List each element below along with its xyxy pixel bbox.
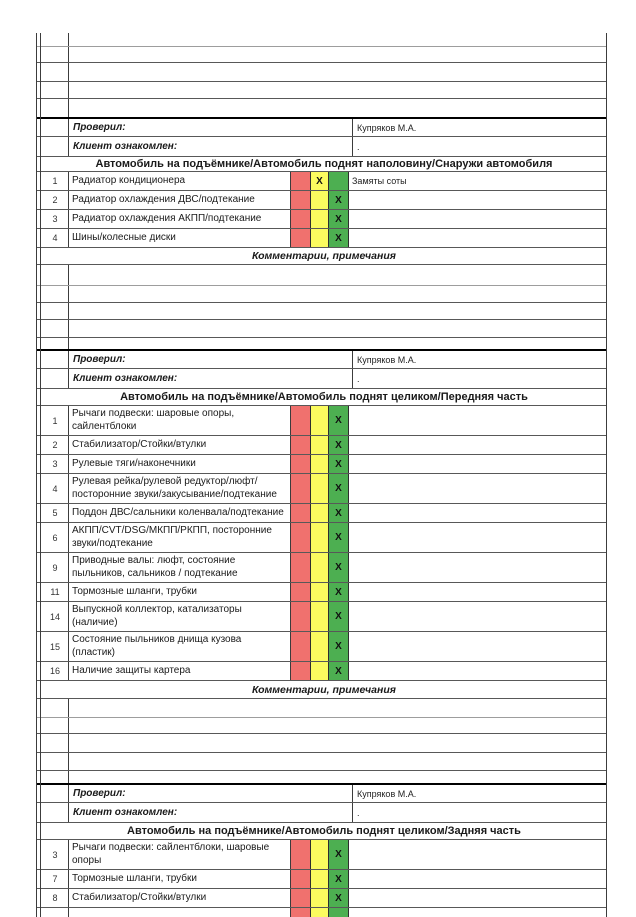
item-description: Выпускной коллектор, катализаторы (наличие) (69, 602, 291, 631)
empty-row (37, 338, 606, 350)
client-ack-label: Клиент ознакомлен: (69, 369, 353, 388)
status-cell-yellow (311, 229, 329, 247)
status-cell-yellow (311, 583, 329, 601)
row-number-cell (42, 137, 69, 156)
status-mark: X (335, 439, 342, 451)
empty-row (37, 63, 606, 82)
status-cell-green (329, 602, 349, 631)
status-mark: X (335, 532, 342, 543)
item-description: Радиатор охлаждения ДВС/подтекание (69, 191, 291, 209)
client-ack-row (37, 803, 606, 823)
empty-row (37, 47, 606, 63)
client-ack-row (37, 369, 606, 389)
item-note (349, 602, 606, 631)
empty-content-cell (69, 286, 606, 302)
item-number: 4 (42, 474, 69, 503)
status-cell-green (329, 523, 349, 552)
item-number: 5 (42, 504, 69, 522)
empty-row (37, 734, 606, 753)
client-ack-value: . (357, 141, 360, 152)
item-description: Тормозные шланги, трубки (69, 870, 291, 888)
inspector-row (37, 349, 606, 369)
status-mark: X (316, 175, 323, 187)
item-note (349, 553, 606, 582)
status-mark: X (335, 562, 342, 573)
inspection-item-row (37, 406, 606, 436)
inspection-item-row (37, 632, 606, 662)
item-description: Стабилизатор/Стойки/втулки (69, 436, 291, 454)
status-cell-green (329, 210, 349, 228)
item-description: Поддон ДВС/сальники коленвала/подтекание (69, 504, 291, 522)
empty-row (37, 265, 606, 286)
client-ack-label: Клиент ознакомлен: (69, 803, 353, 822)
row-number-cell (42, 351, 69, 368)
status-cell-red (291, 523, 311, 552)
item-note (349, 191, 606, 209)
inspection-item-row (37, 455, 606, 474)
section-header-row (37, 823, 606, 840)
item-note (349, 210, 606, 228)
inspection-item-row (37, 602, 606, 632)
empty-number-cell (42, 771, 69, 783)
item-number: 3 (42, 840, 69, 869)
item-note (349, 474, 606, 503)
status-cell-red (291, 632, 311, 661)
status-cell-yellow (311, 455, 329, 473)
empty-row (37, 699, 606, 718)
status-cell-red (291, 210, 311, 228)
item-number: 4 (42, 229, 69, 247)
item-note (349, 870, 606, 888)
empty-content-cell (69, 82, 606, 98)
empty-number-cell (42, 286, 69, 302)
inspection-item-row (37, 474, 606, 504)
item-number: 8 (42, 889, 69, 907)
item-description (69, 908, 291, 917)
inspector-label: Проверил: (69, 785, 353, 802)
status-cell-red (291, 504, 311, 522)
status-mark: X (335, 194, 342, 206)
inspection-item-row (37, 523, 606, 553)
item-note (349, 889, 606, 907)
empty-row (37, 771, 606, 784)
status-cell-red (291, 455, 311, 473)
status-cell-red (291, 191, 311, 209)
inspection-item-row (37, 504, 606, 523)
inspector-row (37, 783, 606, 803)
status-cell-green (329, 406, 349, 435)
empty-number-cell (42, 338, 69, 349)
inspection-item-row (37, 191, 606, 210)
status-mark: X (335, 415, 342, 426)
status-cell-red (291, 583, 311, 601)
empty-row (37, 82, 606, 99)
status-cell-yellow (311, 908, 329, 917)
comments-title: Комментарии, примечания (252, 250, 396, 262)
empty-number-cell (42, 699, 69, 717)
item-number: 2 (42, 191, 69, 209)
comments-header-row (37, 248, 606, 265)
item-number: 11 (42, 583, 69, 601)
status-mark: X (335, 507, 342, 519)
status-mark: X (335, 641, 342, 652)
empty-row (37, 320, 606, 338)
status-mark: X (335, 665, 342, 677)
row-number-cell (42, 803, 69, 822)
item-number: 3 (42, 455, 69, 473)
client-ack-label: Клиент ознакомлен: (69, 137, 353, 156)
inspection-item-row (37, 172, 606, 191)
inspection-item-row (37, 662, 606, 681)
status-cell-red (291, 870, 311, 888)
item-description: Стабилизатор/Стойки/втулки (69, 889, 291, 907)
inspector-name: Купряков М.А. (357, 354, 417, 365)
inspection-item-row (37, 870, 606, 889)
status-cell-green (329, 889, 349, 907)
status-cell-green (329, 840, 349, 869)
empty-content-cell (69, 718, 606, 733)
status-cell-red (291, 229, 311, 247)
inspector-name: Купряков М.А. (357, 788, 417, 799)
item-description: Состояние пыльников днища кузова (пластик) (69, 632, 291, 661)
item-note (349, 406, 606, 435)
section-header-row (37, 389, 606, 406)
status-cell-green (329, 908, 349, 917)
section-title: Автомобиль на подъёмнике/Автомобиль поднят наполовину/Снаружи автомобиля (95, 158, 553, 170)
item-number (42, 908, 69, 917)
status-mark: X (335, 213, 342, 225)
inspector-name: Купряков М.А. (357, 122, 417, 133)
section-header-row (37, 157, 606, 172)
item-number: 2 (42, 436, 69, 454)
status-cell-yellow (311, 889, 329, 907)
status-cell-yellow (311, 436, 329, 454)
inspector-label: Проверил: (69, 351, 353, 368)
item-note (349, 504, 606, 522)
status-cell-yellow (311, 172, 329, 190)
inspection-item-row (37, 229, 606, 248)
status-cell-red (291, 662, 311, 680)
status-cell-red (291, 553, 311, 582)
status-cell-yellow (311, 474, 329, 503)
status-mark: X (335, 892, 342, 904)
inspection-item-row (37, 840, 606, 870)
empty-content-cell (69, 338, 606, 349)
status-cell-red (291, 172, 311, 190)
item-note (349, 840, 606, 869)
item-description: Тормозные шланги, трубки (69, 583, 291, 601)
empty-content-cell (69, 63, 606, 81)
status-cell-red (291, 474, 311, 503)
status-cell-yellow (311, 406, 329, 435)
item-number: 3 (42, 210, 69, 228)
row-number-cell (42, 369, 69, 388)
status-mark: X (335, 873, 342, 885)
item-description: Рулевая рейка/рулевой редуктор/люфт/посторонние звуки/закусывание/подтекание (69, 474, 291, 503)
item-number: 1 (42, 172, 69, 190)
item-note (349, 436, 606, 454)
empty-content-cell (69, 47, 606, 62)
item-description: Рулевые тяги/наконечники (69, 455, 291, 473)
item-description: Наличие защиты картера (69, 662, 291, 680)
empty-content-cell (69, 734, 606, 752)
client-ack-row (37, 137, 606, 157)
status-mark: X (335, 483, 342, 494)
item-note (349, 908, 606, 917)
inspection-sheet (36, 33, 607, 917)
empty-content-cell (69, 320, 606, 337)
status-cell-red (291, 436, 311, 454)
item-number: 6 (42, 523, 69, 552)
status-mark: X (335, 458, 342, 470)
empty-number-cell (42, 33, 69, 46)
empty-row (37, 99, 606, 118)
cutoff-row (37, 908, 606, 917)
item-note (349, 229, 606, 247)
empty-content-cell (69, 699, 606, 717)
item-note (349, 632, 606, 661)
status-cell-green (329, 455, 349, 473)
empty-number-cell (42, 265, 69, 285)
item-note (349, 523, 606, 552)
empty-number-cell (42, 718, 69, 733)
section-title: Автомобиль на подъёмнике/Автомобиль поднят целиком/Передняя часть (120, 391, 528, 403)
comments-title: Комментарии, примечания (252, 683, 396, 696)
item-number: 1 (42, 406, 69, 435)
status-cell-yellow (311, 840, 329, 869)
status-cell-yellow (311, 602, 329, 631)
empty-content-cell (69, 771, 606, 783)
item-description: Радиатор кондиционера (69, 172, 291, 190)
status-cell-red (291, 602, 311, 631)
empty-content-cell (69, 99, 606, 117)
empty-number-cell (42, 47, 69, 62)
empty-row (37, 286, 606, 303)
inspector-row (37, 117, 606, 137)
inspector-label: Проверил: (69, 119, 353, 136)
inspection-item-row (37, 436, 606, 455)
status-mark: X (335, 849, 342, 860)
inspection-item-row (37, 553, 606, 583)
status-cell-green (329, 583, 349, 601)
empty-number-cell (42, 734, 69, 752)
empty-number-cell (42, 303, 69, 319)
status-cell-green (329, 474, 349, 503)
status-cell-yellow (311, 632, 329, 661)
empty-number-cell (42, 320, 69, 337)
status-cell-red (291, 840, 311, 869)
item-number: 7 (42, 870, 69, 888)
row-number-cell (42, 785, 69, 802)
status-cell-red (291, 889, 311, 907)
item-number: 15 (42, 632, 69, 661)
item-description: Рычаги подвески: сайлентблоки, шаровые опоры (69, 840, 291, 869)
status-cell-yellow (311, 662, 329, 680)
empty-row (37, 718, 606, 734)
empty-content-cell (69, 753, 606, 770)
section-title: Автомобиль на подъёмнике/Автомобиль поднят целиком/Задняя часть (127, 825, 521, 837)
row-number-cell (42, 119, 69, 136)
item-number: 16 (42, 662, 69, 680)
inspection-item-row (37, 583, 606, 602)
status-cell-green (329, 229, 349, 247)
status-cell-green (329, 870, 349, 888)
empty-row (37, 753, 606, 771)
item-number: 9 (42, 553, 69, 582)
item-description: Шины/колесные диски (69, 229, 291, 247)
empty-row (37, 303, 606, 320)
inspection-item-row (37, 889, 606, 908)
empty-content-cell (69, 33, 606, 46)
status-cell-green (329, 172, 349, 190)
item-note: Замяты соты (352, 176, 407, 186)
empty-number-cell (42, 99, 69, 117)
client-ack-value: . (357, 807, 360, 818)
status-cell-yellow (311, 553, 329, 582)
status-cell-green (329, 191, 349, 209)
status-cell-green (329, 662, 349, 680)
client-ack-value: . (357, 373, 360, 384)
empty-content-cell (69, 265, 606, 285)
item-note (349, 455, 606, 473)
status-mark: X (335, 586, 342, 598)
item-note (349, 583, 606, 601)
status-cell-green (329, 436, 349, 454)
status-mark: X (335, 232, 342, 244)
comments-header-row (37, 681, 606, 699)
item-description: АКПП/CVT/DSG/МКПП/РКПП, посторонние звуки/подтекание (69, 523, 291, 552)
empty-number-cell (42, 753, 69, 770)
status-cell-yellow (311, 870, 329, 888)
item-description: Приводные валы: люфт, состояние пыльников, сальников / подтекание (69, 553, 291, 582)
status-cell-red (291, 406, 311, 435)
item-description: Радиатор охлаждения АКПП/подтекание (69, 210, 291, 228)
empty-number-cell (42, 63, 69, 81)
empty-number-cell (42, 82, 69, 98)
item-note (349, 662, 606, 680)
status-mark: X (335, 611, 342, 622)
status-cell-yellow (311, 210, 329, 228)
item-description: Рычаги подвески: шаровые опоры, сайлентблоки (69, 406, 291, 435)
status-cell-green (329, 504, 349, 522)
status-cell-yellow (311, 523, 329, 552)
status-cell-green (329, 553, 349, 582)
inspection-item-row (37, 210, 606, 229)
status-cell-green (329, 632, 349, 661)
status-cell-yellow (311, 191, 329, 209)
item-number: 14 (42, 602, 69, 631)
empty-row (37, 33, 606, 47)
status-cell-red (291, 908, 311, 917)
empty-content-cell (69, 303, 606, 319)
status-cell-yellow (311, 504, 329, 522)
